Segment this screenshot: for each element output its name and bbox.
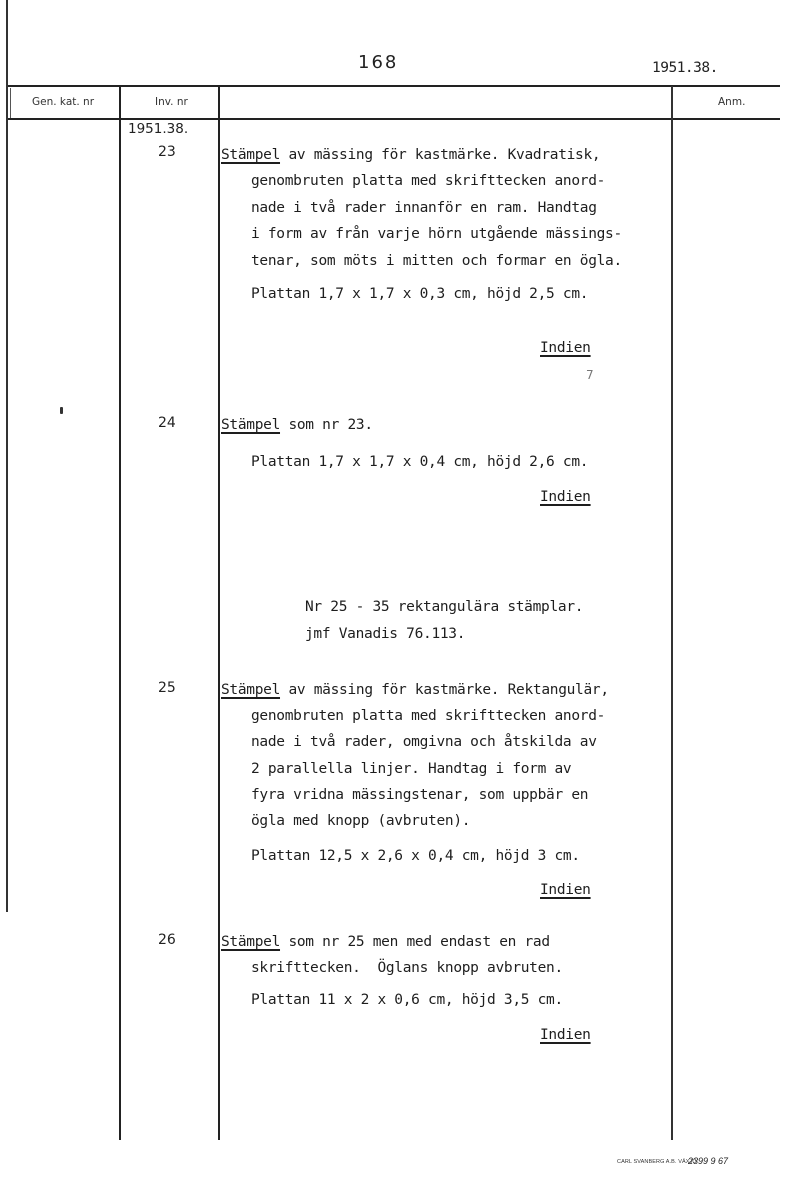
catalog-reference: 1951.38.	[652, 60, 718, 76]
entry-description-line: nade i två rader innanför en ram. Handtag	[251, 200, 597, 216]
page-number: 168	[358, 52, 399, 73]
note-line: jmf Vanadis 76.113.	[305, 626, 466, 642]
column-header-anm: Anm.	[718, 96, 746, 108]
entry-text: som nr 23.	[280, 417, 373, 433]
entry-origin: Indien	[540, 1027, 591, 1043]
entry-description-line: ögla med knopp (avbruten).	[251, 813, 471, 829]
inventory-number: 25	[158, 680, 176, 696]
ink-speck	[60, 407, 63, 414]
entry-description-line: genombruten platta med skrifttecken anord-	[251, 173, 606, 189]
inventory-number: 24	[158, 415, 176, 431]
column-header-inv-nr: Inv. nr	[155, 96, 188, 108]
entry-description-line: nade i två rader, omgivna och åtskilda av	[251, 734, 597, 750]
entry-dimensions: Plattan 1,7 x 1,7 x 0,4 cm, höjd 2,6 cm.	[251, 454, 589, 470]
entry-dimensions: Plattan 1,7 x 1,7 x 0,3 cm, höjd 2,5 cm.	[251, 286, 589, 302]
form-code: 2399 9 67	[688, 1156, 729, 1166]
column-divider-2	[218, 86, 220, 1140]
header-top-rule	[8, 85, 780, 87]
entry-title: Stämpel	[221, 147, 281, 163]
note-line: Nr 25 - 35 rektangulära stämplar.	[305, 599, 584, 615]
left-binding-line	[6, 0, 8, 912]
entry-description-line	[221, 147, 600, 163]
entry-origin: Indien	[540, 340, 591, 356]
entry-description-line	[221, 934, 550, 950]
entry-text: av mässing för kastmärke. Rektangulär,	[280, 682, 609, 698]
column-divider-1	[119, 86, 121, 1140]
entry-origin: Indien	[540, 489, 591, 505]
entry-title: Stämpel	[221, 682, 281, 698]
printer-imprint: CARL SVANBERG A.B. VÄXJÖ	[617, 1159, 697, 1165]
entry-description-line	[221, 682, 609, 698]
entry-description-line: i form av från varje hörn utgående mässings-	[251, 226, 622, 242]
series-label: 1951.38.	[128, 121, 189, 137]
entry-description-line: genombruten platta med skrifttecken anord-	[251, 708, 606, 724]
entry-dimensions: Plattan 12,5 x 2,6 x 0,4 cm, höjd 3 cm.	[251, 848, 580, 864]
margin-mark: 7	[586, 368, 594, 382]
entry-title: Stämpel	[221, 934, 281, 950]
left-binding-line-inner	[10, 88, 11, 118]
entry-description-line: tenar, som möts i mitten och formar en ögla.	[251, 253, 622, 269]
entry-description-line: 2 parallella linjer. Handtag i form av	[251, 761, 572, 777]
entry-text: som nr 25 men med endast en rad	[280, 934, 550, 950]
entry-description-line	[221, 417, 373, 433]
header-bottom-rule	[8, 118, 780, 120]
entry-description-line: fyra vridna mässingstenar, som uppbär en	[251, 787, 589, 803]
column-header-gen-kat-nr: Gen. kat. nr	[32, 96, 95, 108]
entry-description-line: skrifttecken. Öglans knopp avbruten.	[251, 960, 563, 976]
inventory-number: 23	[158, 144, 176, 160]
entry-text: av mässing för kastmärke. Kvadratisk,	[280, 147, 601, 163]
column-divider-3	[671, 86, 673, 1140]
entry-dimensions: Plattan 11 x 2 x 0,6 cm, höjd 3,5 cm.	[251, 992, 563, 1008]
inventory-number: 26	[158, 932, 176, 948]
entry-origin: Indien	[540, 882, 591, 898]
entry-title: Stämpel	[221, 417, 281, 433]
